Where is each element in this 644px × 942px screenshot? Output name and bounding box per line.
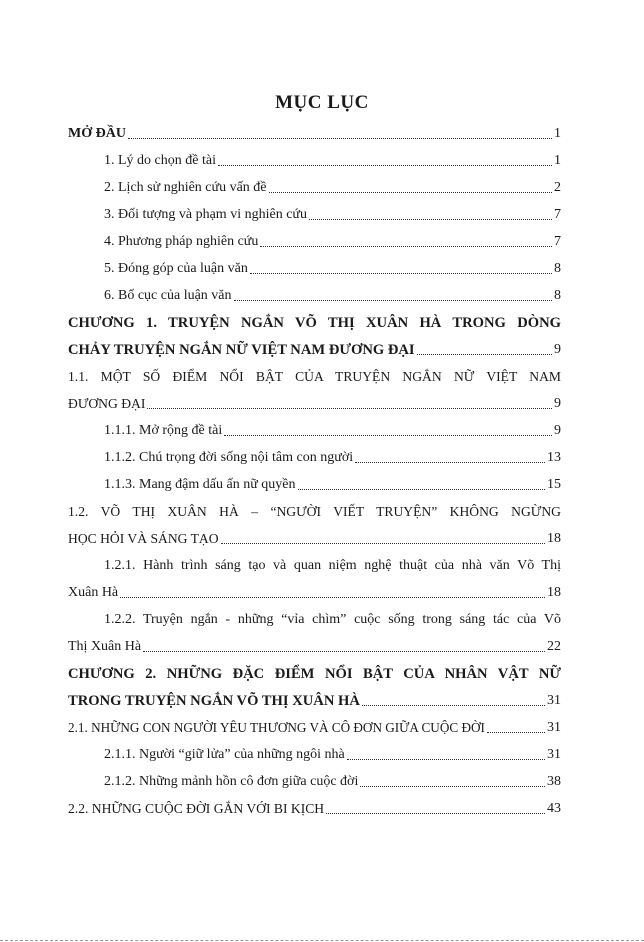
toc-entry[interactable] (68, 178, 561, 198)
dot-leader (221, 543, 545, 544)
toc-entry-label: 2.1.2. Những mảnh hồn cô đơn giữa cuộc đời (104, 774, 359, 789)
toc-entry-label: TRONG TRUYỆN NGẮN VÕ THỊ XUÂN HÀ (68, 693, 360, 709)
toc-entry[interactable] (68, 421, 561, 441)
toc-entry[interactable] (68, 259, 561, 279)
toc-entry-section-1-1[interactable] (68, 394, 561, 414)
toc-entry-label: 6. Bố cục của luận văn (104, 288, 232, 303)
toc-entry[interactable] (68, 232, 561, 252)
dot-leader (417, 354, 552, 355)
toc-entry-page: 31 (547, 693, 561, 708)
dot-leader (298, 489, 546, 490)
toc-entry-page: 1 (554, 126, 561, 141)
toc-entry[interactable] (68, 151, 561, 171)
toc-entry-subsection-1-2-1[interactable] (68, 583, 561, 603)
toc-entry-label: 1.1.1. Mở rộng đề tài (104, 423, 223, 438)
toc-entry-label: 2.1. NHỮNG CON NGƯỜI YÊU THƯƠNG VÀ CÔ ĐƠN GIỮA CUỘC ĐỜI (68, 720, 485, 735)
toc-entry[interactable] (68, 205, 561, 225)
toc-chapter-1-line1[interactable]: CHƯƠNG 1. TRUYỆN NGẮN VÕ THỊ XUÂN HÀ TRONG DÒNG (68, 315, 561, 331)
toc-entry-page: 1 (554, 153, 561, 168)
toc-subsection-1-2-2-line1[interactable]: 1.2.2. Truyện ngắn - những “vỉa chìm” cuộc sống trong sáng tác của Võ (104, 612, 561, 627)
dot-leader (260, 246, 552, 247)
toc-entry-page: 15 (547, 477, 561, 492)
toc-entry-label: 1.1.3. Mang đậm dấu ấn nữ quyền (104, 477, 296, 492)
dot-leader (250, 273, 552, 274)
toc-entry-page: 22 (547, 639, 561, 654)
toc-entry-label: 2. Lịch sử nghiên cứu vấn đề (104, 180, 267, 195)
toc-entry-label: Thị Xuân Hà (68, 639, 142, 654)
toc-entry-label: CHẢY TRUYỆN NGẮN NỮ VIỆT NAM ĐƯƠNG ĐẠI (68, 342, 415, 358)
dot-leader (360, 786, 545, 787)
dot-leader (147, 408, 552, 409)
toc-section-1-2-line1[interactable]: 1.2. VÕ THỊ XUÂN HÀ – “NGƯỜI VIẾT TRUYỆN” KHÔNG NGỪNG (68, 504, 561, 519)
toc-entry-introduction[interactable] (68, 124, 561, 144)
toc-entry-page: 9 (554, 423, 561, 438)
toc-entry[interactable] (68, 448, 561, 468)
toc-entry-chapter-1[interactable] (68, 340, 561, 360)
toc-entry-label: HỌC HỎI VÀ SÁNG TẠO (68, 531, 219, 546)
toc-entry[interactable] (68, 286, 561, 306)
dot-leader (326, 813, 545, 814)
dot-leader (355, 462, 545, 463)
page-bottom-edge (0, 940, 644, 941)
table-of-contents (68, 124, 561, 826)
toc-entry[interactable] (68, 745, 561, 765)
toc-section-1-1-line1[interactable]: 1.1. MỘT SỐ ĐIỂM NỔI BẬT CỦA TRUYỆN NGẮN NỮ VIỆT NAM (68, 369, 561, 384)
toc-entry-page: 13 (547, 450, 561, 465)
dot-leader (234, 300, 552, 301)
toc-entry-label: Xuân Hà (68, 585, 119, 600)
toc-entry-page: 9 (554, 342, 561, 357)
toc-entry-page: 31 (547, 720, 561, 735)
toc-entry[interactable] (68, 475, 561, 495)
dot-leader (269, 192, 552, 193)
toc-chapter-2-line1[interactable]: CHƯƠNG 2. NHỮNG ĐẶC ĐIỂM NỔI BẬT CỦA NHÂN VẬT NỮ (68, 666, 561, 682)
dot-leader (347, 759, 545, 760)
dot-leader (487, 732, 545, 733)
toc-entry-label: 4. Phương pháp nghiên cứu (104, 234, 259, 249)
dot-leader (143, 651, 545, 652)
toc-entry-label: 2.2. NHỮNG CUỘC ĐỜI GẮN VỚI BI KỊCH (68, 801, 325, 816)
toc-subsection-1-2-1-line1[interactable]: 1.2.1. Hành trình sáng tạo và quan niệm nghệ thuật của nhà văn Võ Thị (104, 558, 561, 573)
toc-entry-chapter-2[interactable] (68, 691, 561, 711)
toc-entry-subsection-1-2-2[interactable] (68, 637, 561, 657)
toc-entry-page: 31 (547, 747, 561, 762)
toc-entry-page: 7 (554, 234, 561, 249)
dot-leader (120, 597, 545, 598)
toc-entry-section-2-1[interactable] (68, 718, 561, 738)
dot-leader (218, 165, 552, 166)
toc-entry-label: 5. Đóng góp của luận văn (104, 261, 248, 276)
dot-leader (362, 705, 545, 706)
toc-entry-label: 3. Đối tượng và phạm vi nghiên cứu (104, 207, 307, 222)
toc-entry-page: 8 (554, 288, 561, 303)
toc-entry-label: 1. Lý do chọn đề tài (104, 153, 216, 168)
toc-entry-label: 1.1.2. Chú trọng đời sống nội tâm con người (104, 450, 354, 465)
toc-entry[interactable] (68, 772, 561, 792)
toc-entry-page: 7 (554, 207, 561, 222)
page-title: MỤC LỤC (275, 92, 369, 113)
dot-leader (224, 435, 552, 436)
toc-entry-section-2-2[interactable] (68, 799, 561, 819)
toc-entry-label: 2.1.1. Người “giữ lửa” của những ngôi nhà (104, 747, 345, 762)
toc-entry-page: 43 (547, 801, 561, 816)
dot-leader (128, 138, 552, 139)
toc-entry-page: 38 (547, 774, 561, 789)
toc-entry-page: 8 (554, 261, 561, 276)
dot-leader (309, 219, 552, 220)
toc-entry-page: 18 (547, 531, 561, 546)
toc-entry-label: MỞ ĐẦU (68, 126, 126, 141)
toc-entry-page: 18 (547, 585, 561, 600)
toc-entry-label: ĐƯƠNG ĐẠI (68, 396, 146, 411)
toc-entry-section-1-2[interactable] (68, 529, 561, 549)
toc-entry-page: 2 (554, 180, 561, 195)
toc-entry-page: 9 (554, 396, 561, 411)
